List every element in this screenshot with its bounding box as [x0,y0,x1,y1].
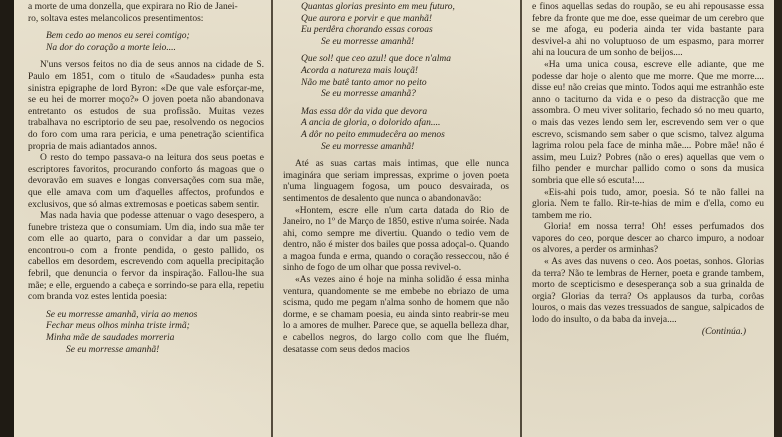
paragraph: O resto do tempo passava-o na leitura dos seus poetas e escriptores favoritos, procurando conforto ás magoas que o devoravão em suaves e longas conversações com sua mãe, que elle amava com um d'aquelles affectos, profundos e exclusivos, que só almas extremosas e poeticas sabem sentir. [28,153,264,210]
paragraph: «Eis-ahi pois tudo, amor, poesia. Só te não fallei na gloria. Nem te fallo. Rir-te-hias de mim e d'ella, como eu tambem me rio. [532,187,764,221]
verse-stanza [28,31,264,54]
page-edge-left [0,0,14,437]
verse-line: Se eu morresse amanhã! [321,36,415,47]
verse-line: Bem cedo ao menos eu serei comtigo; [46,31,190,42]
verse-line: Mas essa dôr da vida que devora [301,106,428,117]
verse-line: Se eu morresse amanhã? [321,89,416,100]
column-rule-2 [520,0,522,437]
paragraph: «Hontem, escre elle n'um carta datada do Rio de Janeiro, no 1º de Março de 1850, estive n'uma soirée. Nada ahi, como sempre me divertiu. Quando o tedio vem de dentro, não é mister dos bailes que possa adoçal-o. Quando a magoa funda e erma, quando o coração resseccou, não é sinho de fogo de um olhar que possa revivel-o. [283,205,509,274]
verse-line: A dôr no peito emmudecêra ao menos [301,129,445,140]
continued-note: (Continúa.) [701,326,746,337]
text-column-2 [283,2,509,433]
paragraph: «As vezes aino é hoje na minha solidão é essa minha ventura, quandomente se me embebe no ebriazo de uma scisma, qudo me pegam n'alma sonho de homem que não dorme, e se chamam poesia, eu ainda sinto reabrir-se meu lo a amores de mulher. Parece que, se aquella belleza dhar, e cabellos negros, do largo collo com que lhe fluém, desatasse com seus dedos macios [283,275,509,355]
text-line: a morte de uma donzella, que expirara no Rio de Janei- [28,2,238,12]
paragraph: Mas nada havia que podesse attenuar o vago desespero, a funebre tristeza que o consumiam. Um dia, indo sua mãe ter com elle ao quarto, para o convidar a dar um passeio, encontrou-o com a fronte pendida, o gesto pallido, os cabellos em desordem, escrevendo com aquella precipitação febril, que denuncia o fervor da inspiração. Fallou-lhe sua mãe; e elle, erguendo a cabeça e sorrindo-se para ella, repetiu com branda voz estes lentida poesia: [28,211,264,303]
text-column-1 [28,2,264,433]
verse-line: Eu perdêra chorando essas coroas [301,25,433,36]
text-line: ro, soltava estes melancolicos presentimentos: [28,13,204,24]
verse-line: Se eu morresse amanhã! [321,141,415,152]
verse-line: Acorda a natureza mais louçã! [301,65,418,76]
verse-line: Que aurora e porvir e que manhã! [301,13,433,24]
verse-line: A ancia de gloria, o dolorido afan.... [301,118,441,129]
text-column-3 [532,2,764,433]
paragraph: e finos aquellas sedas do roupão, se eu ahi repousasse essa febre da fronte que me doe, esse queimar de um cerebro que se me afoga, eu poderia ainda ter vida bastante para desvivel-a ahi no voluptuoso de um espasmo, para morrer ahi na loucura de um sonho de beijos.... [532,2,764,59]
paragraph: N'uns versos feitos no dia de seus annos na cidade de S. Paulo em 1851, com o titulo de «Saudades» punha esta sinistra epigraphe de lord Byron: «De que vale esforçar-me, se eu hei de morrer moço?» O joven poeta não abandonava entretanto os estudos de sua profissão. Muitas vezes trabalhava no escriptorio de seu pae, resolvendo os negocios do foro com uma rara pericia, e uma penetração scientifica propria de mais adiantados annos. [28,60,264,152]
verse-stanza [283,107,509,153]
verse-line: Na dor do coração a morte leio.... [46,42,176,53]
verse-line: Se eu morresse amanhã! [66,344,160,355]
verse-line: Não me batê tanto amor no peito [301,77,427,88]
verse-stanza [283,54,509,100]
verse-line: Fechar meus olhos minha triste irmã; [46,321,190,332]
page-edge-right [774,0,782,437]
verse-line: Que sol! que ceo azul! que doce n'alma [301,54,452,65]
paragraph: Gloria! em nossa terra! Oh! esses perfumados dos vapores do ceo, porque descer ao charco impuro, a nodoar os alvores, a perder os arminhas? [532,222,764,256]
verse-stanza [28,310,264,356]
paragraph: « As aves das nuvens o ceo. Aos poetas, sonhos. Glorias da terra? Não te lembras de Herner, poeta e grande tambem, morto de scepticismo e desesperança sob a sua grinalda de orgia? Glorias da terra? Os applausos da turba, corôas louros, o mais das vezes tressuados de sangue, salpicados de lodo do insulto, o da baba da inveja.... [532,257,764,326]
verse-line: Se eu morresse amanhã, viria ao menos [46,309,198,320]
paragraph: «Ha uma unica cousa, escreve elle adiante, que me podesse dar hoje o alento que me morre. Que me morre.... disse eu! não creias que minto. Todos aqui me estranhão este anno o taciturno da vida e o peso da distracção que me assombra. O meu viver solitario, fechado só no meu quarto, o mais das vezes lendo sem ler, escrevendo sem ver o que escrevo, scismando sem saber o que scismo, talvez alguma lagrima rolou pela face de minha mãe.... Pobre mãe! não é assim, meu Luiz? Pobres (não o eres) aquellas que vem o filho pender e murchar pallido como o sons da musica sombria que elle só escuta!.... [532,59,764,186]
verse-line: Quantas glorias presinto em meu futuro, [301,2,455,12]
column-rule-1 [271,0,273,437]
verse-line: Minha mãe de saudades morreria [46,333,175,344]
paragraph: Até as suas cartas mais intimas, que elle nunca imaginára que seriam impressas, exprime o joven poeta n'uma linguagem fogosa, um pouco desvairada, os sentimentos de desalento que nunca o abandonavão: [283,159,509,204]
verse-stanza [283,2,509,48]
